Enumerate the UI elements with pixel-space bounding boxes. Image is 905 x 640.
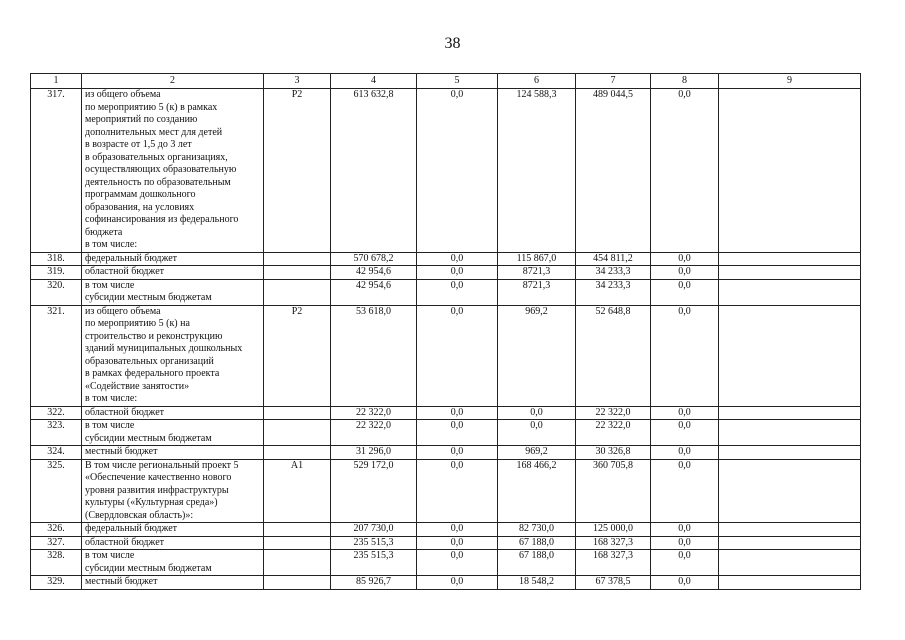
value-col5: 0,0 [417,446,498,460]
value-col7: 22 322,0 [576,406,651,420]
row-code [264,406,331,420]
value-col7: 34 233,3 [576,279,651,305]
value-col7: 168 327,3 [576,536,651,550]
value-col8: 0,0 [651,523,719,537]
value-col8: 0,0 [651,420,719,446]
row-name: областной бюджет [82,536,264,550]
row-code [264,420,331,446]
value-col8: 0,0 [651,279,719,305]
row-name: федеральный бюджет [82,252,264,266]
value-col8: 0,0 [651,266,719,280]
table-row [31,446,861,460]
table-row [31,420,861,446]
row-number: 320. [31,279,82,305]
value-col7: 489 044,5 [576,89,651,253]
value-col7: 30 326,8 [576,446,651,460]
value-col7: 125 000,0 [576,523,651,537]
value-col9 [719,89,861,253]
value-col8: 0,0 [651,89,719,253]
value-col9 [719,446,861,460]
value-col4: 235 515,3 [331,550,417,576]
value-col4: 53 618,0 [331,305,417,406]
value-col5: 0,0 [417,523,498,537]
value-col6: 969,2 [498,446,576,460]
row-name: в том числе субсидии местным бюджетам [82,279,264,305]
header-row [31,74,861,89]
table-row [31,305,861,406]
value-col7: 454 811,2 [576,252,651,266]
row-number: 326. [31,523,82,537]
row-name: местный бюджет [82,576,264,590]
value-col9 [719,252,861,266]
table-header [31,74,861,89]
value-col5: 0,0 [417,252,498,266]
value-col9 [719,406,861,420]
table-row [31,89,861,253]
column-header-2: 2 [82,74,264,89]
row-code: А1 [264,459,331,523]
value-col9 [719,576,861,590]
table-row [31,536,861,550]
table-row [31,406,861,420]
value-col4: 22 322,0 [331,406,417,420]
value-col5: 0,0 [417,279,498,305]
budget-table [30,73,861,590]
value-col7: 168 327,3 [576,550,651,576]
row-code [264,446,331,460]
column-header-6: 6 [498,74,576,89]
value-col8: 0,0 [651,576,719,590]
value-col6: 124 588,3 [498,89,576,253]
value-col6: 67 188,0 [498,536,576,550]
value-col6: 0,0 [498,406,576,420]
column-header-1: 1 [31,74,82,89]
row-number: 327. [31,536,82,550]
row-number: 322. [31,406,82,420]
table-row [31,576,861,590]
value-col5: 0,0 [417,550,498,576]
value-col6: 0,0 [498,420,576,446]
column-header-8: 8 [651,74,719,89]
row-name: из общего объема по мероприятию 5 (к) на строительство и реконструкцию зданий муниципальных дошкольных образовательных организаций в рамках федерального проекта «Содействие занятости» в том числе: [82,305,264,406]
row-number: 328. [31,550,82,576]
value-col4: 613 632,8 [331,89,417,253]
value-col6: 115 867,0 [498,252,576,266]
table-row [31,523,861,537]
value-col4: 31 296,0 [331,446,417,460]
value-col9 [719,279,861,305]
value-col7: 34 233,3 [576,266,651,280]
row-number: 318. [31,252,82,266]
row-code [264,536,331,550]
row-number: 321. [31,305,82,406]
value-col4: 22 322,0 [331,420,417,446]
value-col8: 0,0 [651,459,719,523]
row-name: областной бюджет [82,266,264,280]
value-col6: 8721,3 [498,266,576,280]
value-col4: 42 954,6 [331,266,417,280]
row-code [264,279,331,305]
value-col6: 67 188,0 [498,550,576,576]
table-row [31,279,861,305]
value-col8: 0,0 [651,550,719,576]
row-number: 317. [31,89,82,253]
table-row [31,550,861,576]
value-col5: 0,0 [417,89,498,253]
value-col5: 0,0 [417,420,498,446]
table-row [31,252,861,266]
value-col6: 969,2 [498,305,576,406]
value-col6: 82 730,0 [498,523,576,537]
value-col9 [719,550,861,576]
column-header-4: 4 [331,74,417,89]
row-code [264,252,331,266]
column-header-3: 3 [264,74,331,89]
value-col8: 0,0 [651,536,719,550]
value-col5: 0,0 [417,406,498,420]
row-number: 319. [31,266,82,280]
row-code: Р2 [264,89,331,253]
value-col7: 22 322,0 [576,420,651,446]
value-col5: 0,0 [417,305,498,406]
value-col7: 52 648,8 [576,305,651,406]
value-col7: 360 705,8 [576,459,651,523]
value-col8: 0,0 [651,252,719,266]
column-header-5: 5 [417,74,498,89]
value-col4: 85 926,7 [331,576,417,590]
row-number: 324. [31,446,82,460]
value-col5: 0,0 [417,459,498,523]
value-col5: 0,0 [417,536,498,550]
row-name: федеральный бюджет [82,523,264,537]
row-number: 329. [31,576,82,590]
value-col8: 0,0 [651,446,719,460]
value-col9 [719,266,861,280]
row-code [264,523,331,537]
row-name: областной бюджет [82,406,264,420]
row-name: в том числе субсидии местным бюджетам [82,550,264,576]
row-code [264,576,331,590]
row-number: 323. [31,420,82,446]
value-col4: 235 515,3 [331,536,417,550]
table-row [31,459,861,523]
value-col4: 42 954,6 [331,279,417,305]
value-col4: 529 172,0 [331,459,417,523]
value-col9 [719,536,861,550]
value-col6: 8721,3 [498,279,576,305]
row-name: местный бюджет [82,446,264,460]
table-body [31,89,861,590]
column-header-9: 9 [719,74,861,89]
value-col9 [719,459,861,523]
value-col9 [719,420,861,446]
row-code [264,550,331,576]
table-row [31,266,861,280]
value-col8: 0,0 [651,406,719,420]
value-col4: 570 678,2 [331,252,417,266]
page-number: 38 [444,35,461,52]
row-name: из общего объема по мероприятию 5 (к) в рамках мероприятий по созданию дополнительных мест для детей в возрасте от 1,5 до 3 лет в образовательных организациях, осуществляющих образовательную деятельность по образовательным программам дошкольного образования, на условиях софинансирования из федерального бюджета в том числе: [82,89,264,253]
row-name: в том числе субсидии местным бюджетам [82,420,264,446]
value-col4: 207 730,0 [331,523,417,537]
row-code [264,266,331,280]
value-col6: 168 466,2 [498,459,576,523]
value-col8: 0,0 [651,305,719,406]
row-code: Р2 [264,305,331,406]
value-col9 [719,305,861,406]
value-col6: 18 548,2 [498,576,576,590]
value-col5: 0,0 [417,576,498,590]
value-col7: 67 378,5 [576,576,651,590]
row-name: В том числе региональный проект 5 «Обеспечение качественно нового уровня развития инфраструктуры культуры («Культурная среда») (Свердловская область)»: [82,459,264,523]
column-header-7: 7 [576,74,651,89]
value-col9 [719,523,861,537]
row-number: 325. [31,459,82,523]
value-col5: 0,0 [417,266,498,280]
